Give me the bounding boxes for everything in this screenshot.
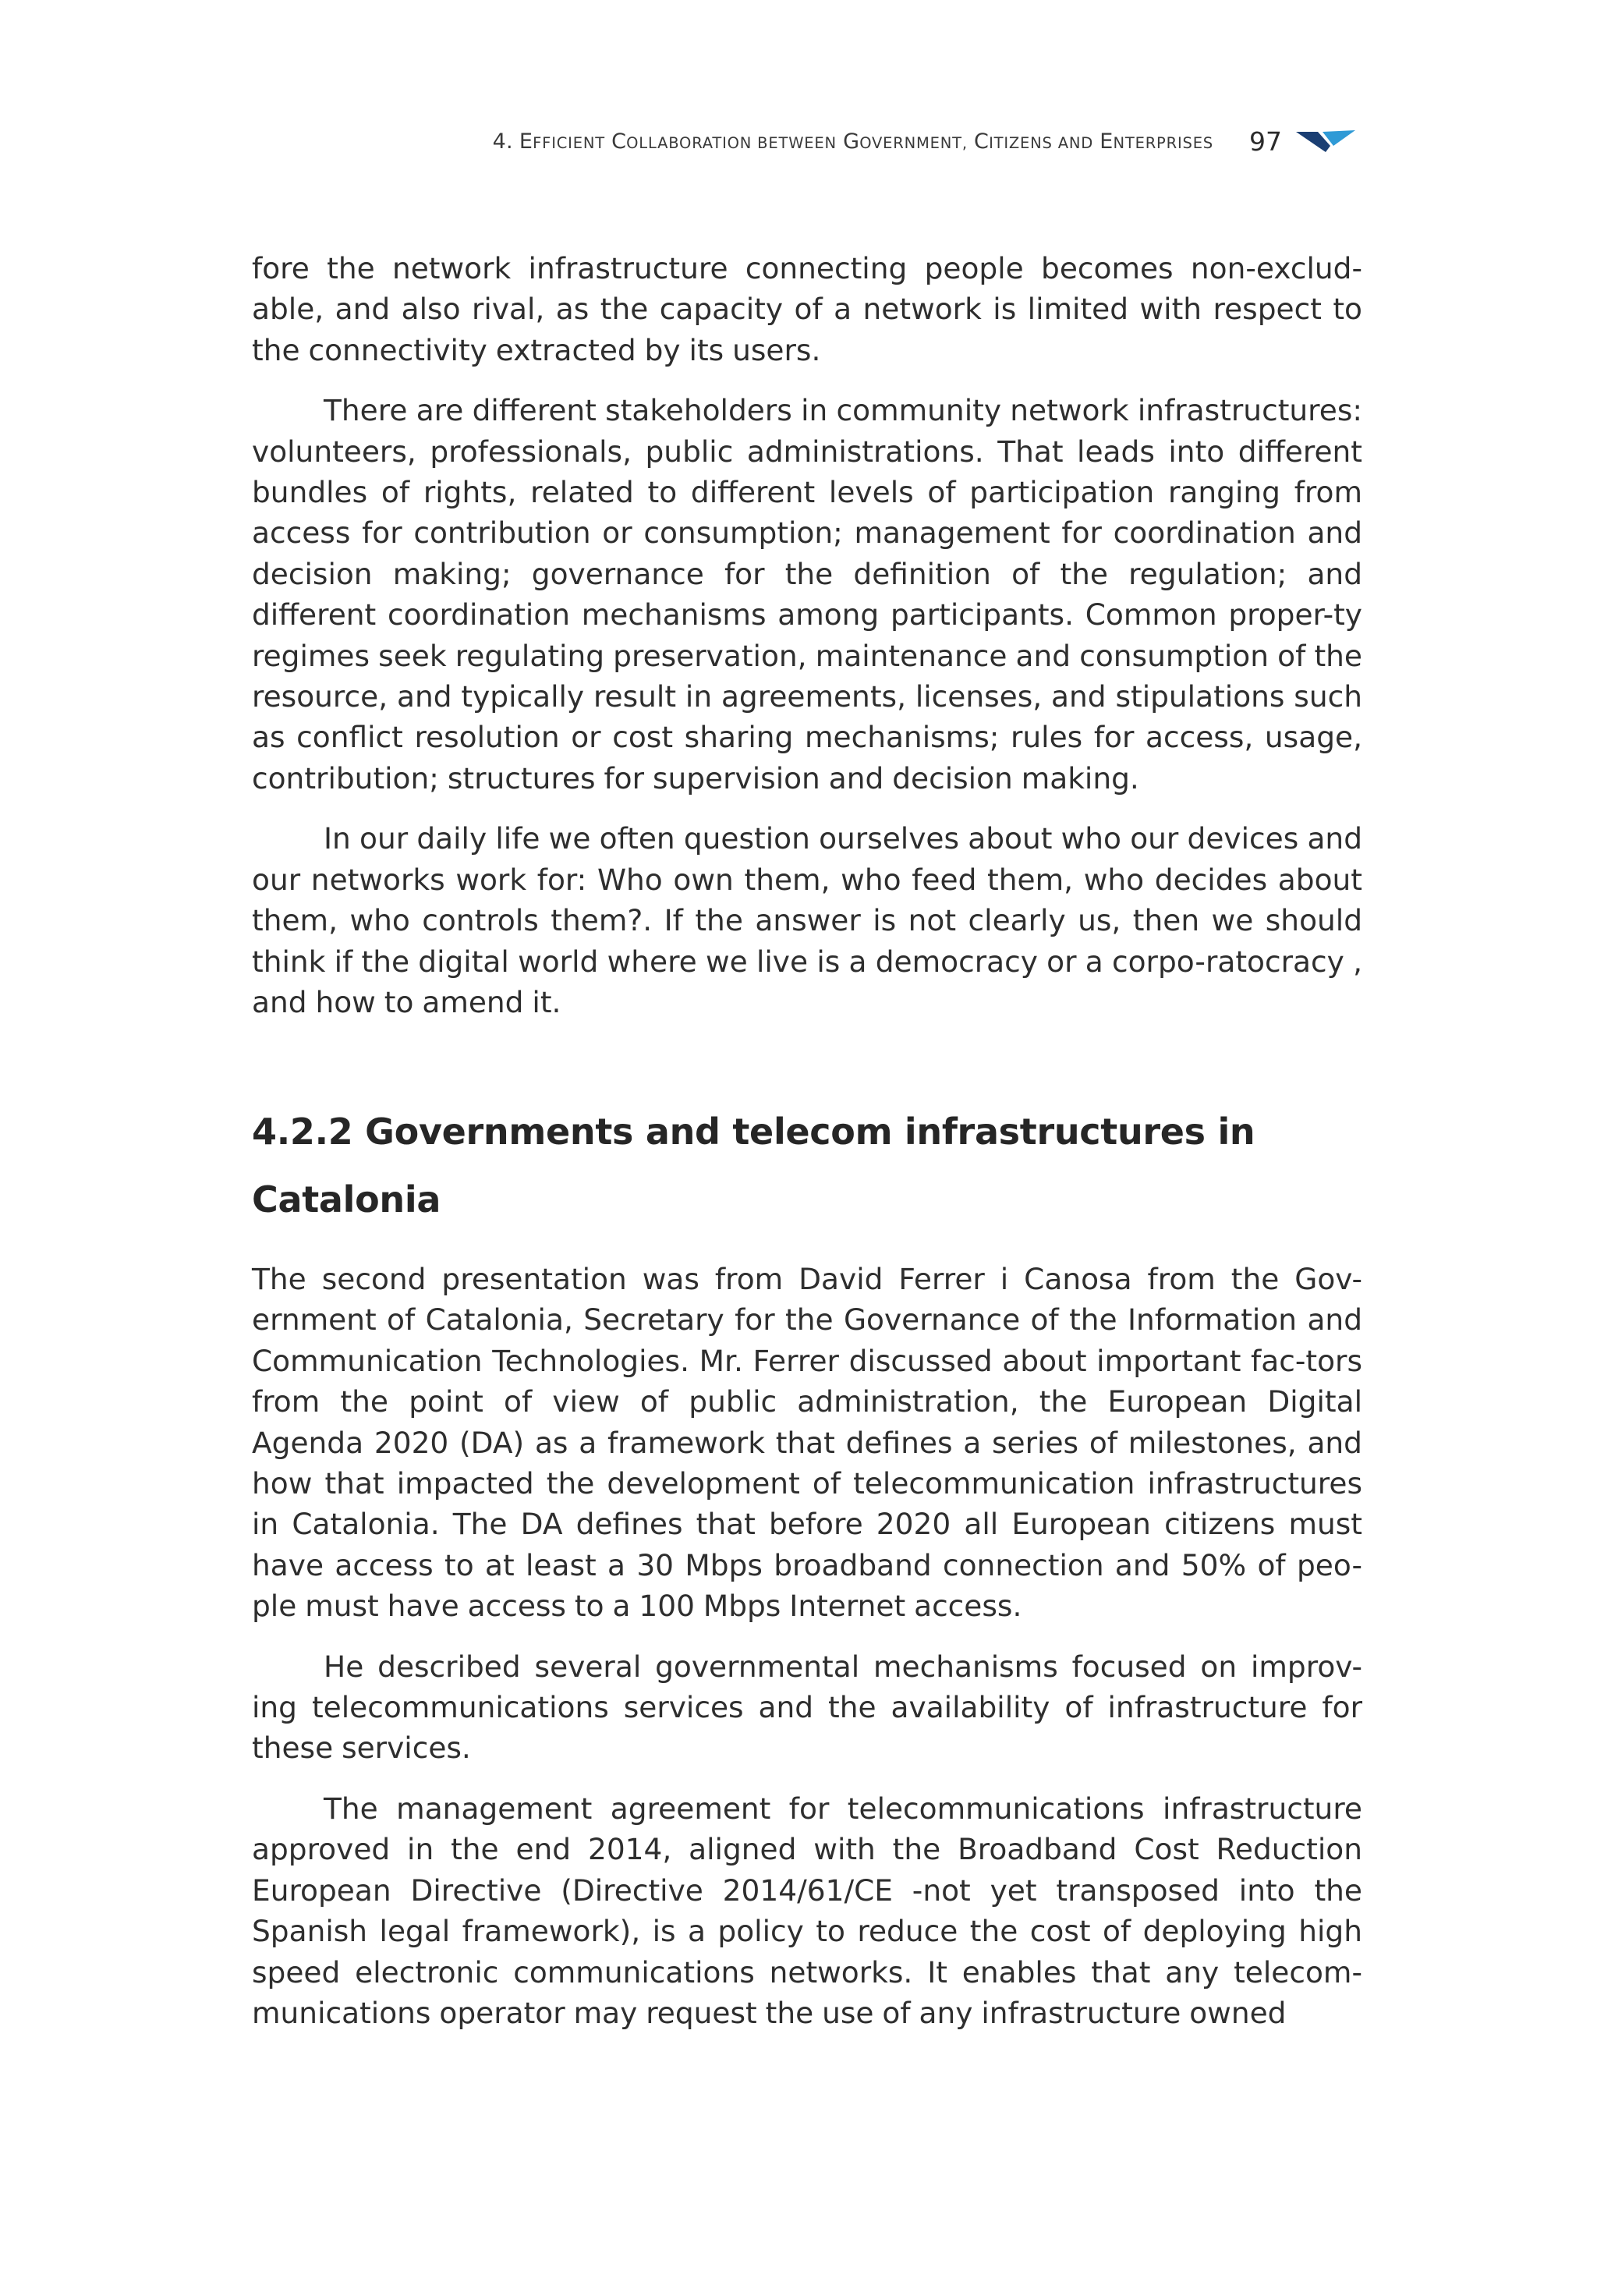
paragraph: The second presentation was from David Ferrer i Canosa from the Gov-ernment of Catalonia, Secretary for the Governance of the Information and Communication Technologies. Mr. Ferrer discussed about important fac-tors from the point of view of public administration, the European Digital Agenda 2020 (DA) as a framework that defines a series of milestones, and how that impacted the development of telecommunication infrastructures in Catalonia. The DA defines that before 2020 all European citizens must have access to at least a 30 Mbps broadband connection and 50% of peo-ple must have access to a 100 Mbps Internet access.	[252, 1262, 1362, 1624]
paragraph: fore the network infrastructure connecting people becomes non-exclud-able, and also rival, as the capacity of a network is limited with respect to the connectivity extracted by its users.	[252, 251, 1362, 367]
section-heading: 4.2.2 Governments and telecom infrastructures in Catalonia	[252, 1111, 1255, 1221]
paragraph: There are different stakeholders in community network infrastructures: volunteers, professionals, public administrations. That leads into different bundles of rights, related to different levels of participation ranging from access for contribution or consumption; management for coordination and decision making; governance for the definition of the regulation; and different coordination mechanisms among participants. Common proper-ty regimes seek regulating preservation, maintenance and consumption of the resource, and typically result in agreements, licenses, and stipulations such as conflict resolution or cost sharing mechanisms; rules for access, usage, contribution; structures for supervision and decision making.	[252, 393, 1362, 795]
paragraph: He described several governmental mechanisms focused on improv-ing telecommunications services and the availability of infrastructure for these services.	[252, 1649, 1362, 1766]
paragraph: In our daily life we often question ourselves about who our devices and our networks work for: Who own them, who feed them, who decides about them, who controls them?. If the answer is not clearly us, then we should think if the digital world where we live is a democracy or a corpo-ratocracy , and how to amend it.	[252, 821, 1362, 1019]
publisher-logo-icon	[1294, 127, 1357, 155]
page-number: 97	[1249, 126, 1282, 157]
chapter-title: 4. EFFICIENT COLLABORATION BETWEEN GOVERNMENT, CITIZENS AND ENTERPRISES	[492, 129, 1213, 154]
paragraph: The management agreement for telecommunications infrastructure approved in the end 2014, aligned with the Broadband Cost Reduction European Directive (Directive 2014/61/CE -not yet transposed into the Spanish legal framework), is a policy to reduce the cost of deploying high speed electronic communications networks. It enables that any telecom-munications operator may request the use of any infrastructure owned	[252, 1791, 1362, 2030]
chapter-number: 4.	[492, 129, 513, 154]
body-text-lower	[252, 1259, 1362, 2033]
running-header	[250, 122, 1357, 161]
body-text-upper	[252, 248, 1362, 1022]
